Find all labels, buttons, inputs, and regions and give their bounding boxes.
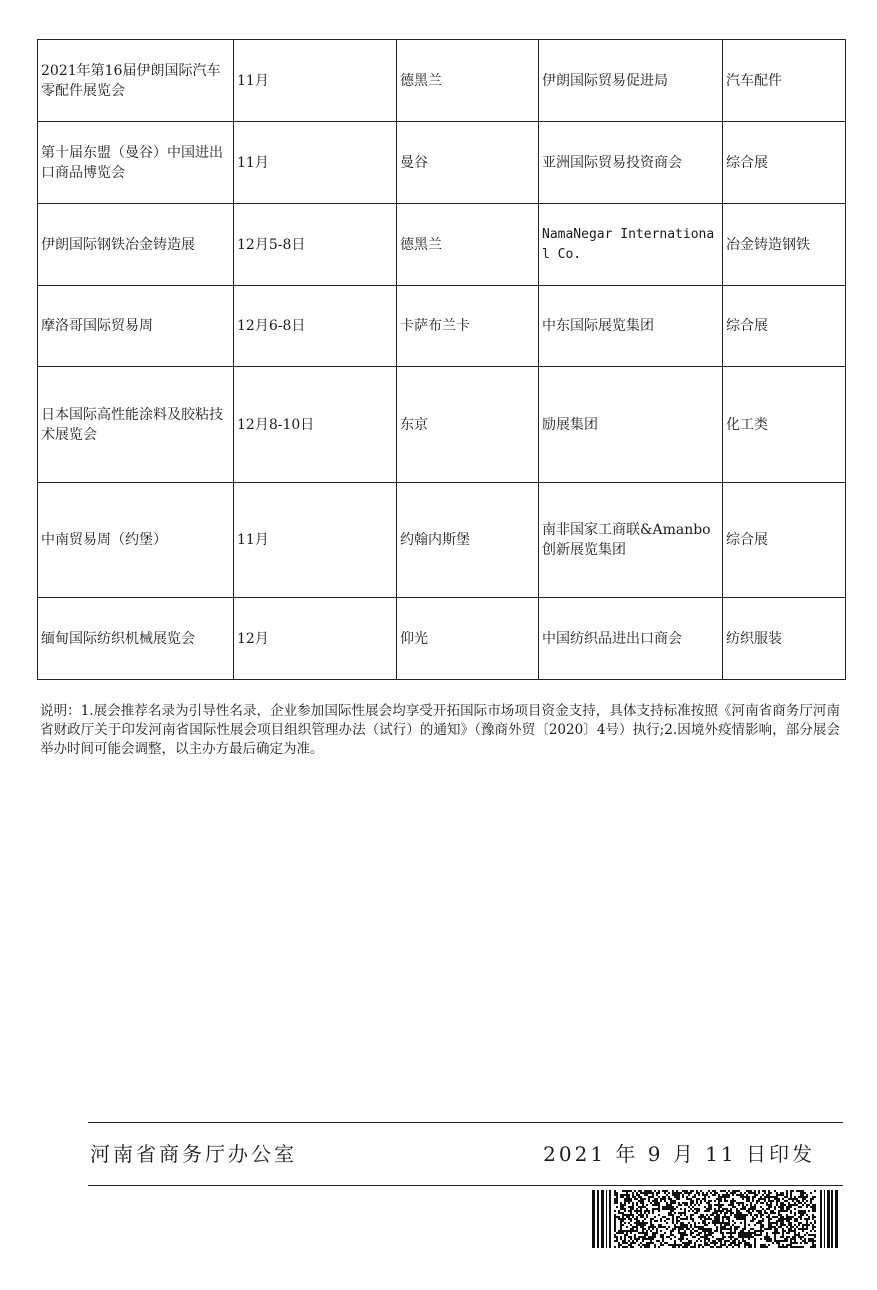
- exhibition-category: 汽车配件: [723, 40, 846, 122]
- exhibition-city: 东京: [397, 367, 539, 483]
- issue-date: 2021 年 9 月 11 日印发: [543, 1142, 815, 1166]
- table-row: [38, 122, 846, 204]
- exhibition-organizer: 亚洲国际贸易投资商会: [539, 122, 723, 204]
- exhibition-time: 12月: [234, 598, 397, 680]
- exhibition-organizer: NamaNegar International Co.: [539, 204, 723, 286]
- exhibition-table: [37, 39, 846, 680]
- exhibition-name: 摩洛哥国际贸易周: [38, 286, 234, 367]
- exhibition-city: 仰光: [397, 598, 539, 680]
- exhibition-category: 综合展: [723, 122, 846, 204]
- exhibition-time: 12月6-8日: [234, 286, 397, 367]
- exhibition-category: 综合展: [723, 483, 846, 598]
- exhibition-name: 缅甸国际纺织机械展览会: [38, 598, 234, 680]
- exhibition-name: 中南贸易周（约堡）: [38, 483, 234, 598]
- exhibition-city: 德黑兰: [397, 40, 539, 122]
- exhibition-organizer: 南非国家工商联&Amanbo创新展览集团: [539, 483, 723, 598]
- exhibition-name: 伊朗国际钢铁冶金铸造展: [38, 204, 234, 286]
- exhibition-name: 第十届东盟（曼谷）中国进出口商品博览会: [38, 122, 234, 204]
- exhibition-organizer: 中国纺织品进出口商会: [539, 598, 723, 680]
- exhibition-city: 卡萨布兰卡: [397, 286, 539, 367]
- exhibition-category: 化工类: [723, 367, 846, 483]
- exhibition-organizer: 伊朗国际贸易促进局: [539, 40, 723, 122]
- table-row: [38, 483, 846, 598]
- exhibition-category: 综合展: [723, 286, 846, 367]
- exhibition-city: 德黑兰: [397, 204, 539, 286]
- exhibition-time: 11月: [234, 122, 397, 204]
- barcode-icon: [592, 1190, 838, 1248]
- table-row: [38, 40, 846, 122]
- exhibition-time: 12月5-8日: [234, 204, 397, 286]
- exhibition-organizer: 励展集团: [539, 367, 723, 483]
- exhibition-organizer: 中东国际展览集团: [539, 286, 723, 367]
- table-row: [38, 367, 846, 483]
- exhibition-category: 冶金铸造钢铁: [723, 204, 846, 286]
- table-row: [38, 286, 846, 367]
- footer-bottom-rule: [88, 1185, 843, 1186]
- table-row: [38, 204, 846, 286]
- exhibition-name: 日本国际高性能涂料及胶粘技术展览会: [38, 367, 234, 483]
- explanatory-note: 说明：1.展会推荐名录为引导性名录，企业参加国际性展会均享受开拓国际市场项目资金支持，具体支持标准按照《河南省商务厅河南省财政厅关于印发河南省国际性展会项目组织管理办法（试行）的通知》（豫商外贸〔2020〕4号）执行;2.因境外疫情影响，部分展会举办时间可能会调整，以主办方最后确定为准。: [40, 703, 840, 757]
- exhibition-time: 11月: [234, 483, 397, 598]
- exhibition-time: 11月: [234, 40, 397, 122]
- issuer-name: 河南省商务厅办公室: [90, 1142, 297, 1166]
- exhibition-city: 约翰内斯堡: [397, 483, 539, 598]
- exhibition-time: 12月8-10日: [234, 367, 397, 483]
- exhibition-name: 2021年第16届伊朗国际汽车零配件展览会: [38, 40, 234, 122]
- table-row: [38, 598, 846, 680]
- exhibition-category: 纺织服装: [723, 598, 846, 680]
- footer-top-rule: [88, 1122, 843, 1123]
- exhibition-city: 曼谷: [397, 122, 539, 204]
